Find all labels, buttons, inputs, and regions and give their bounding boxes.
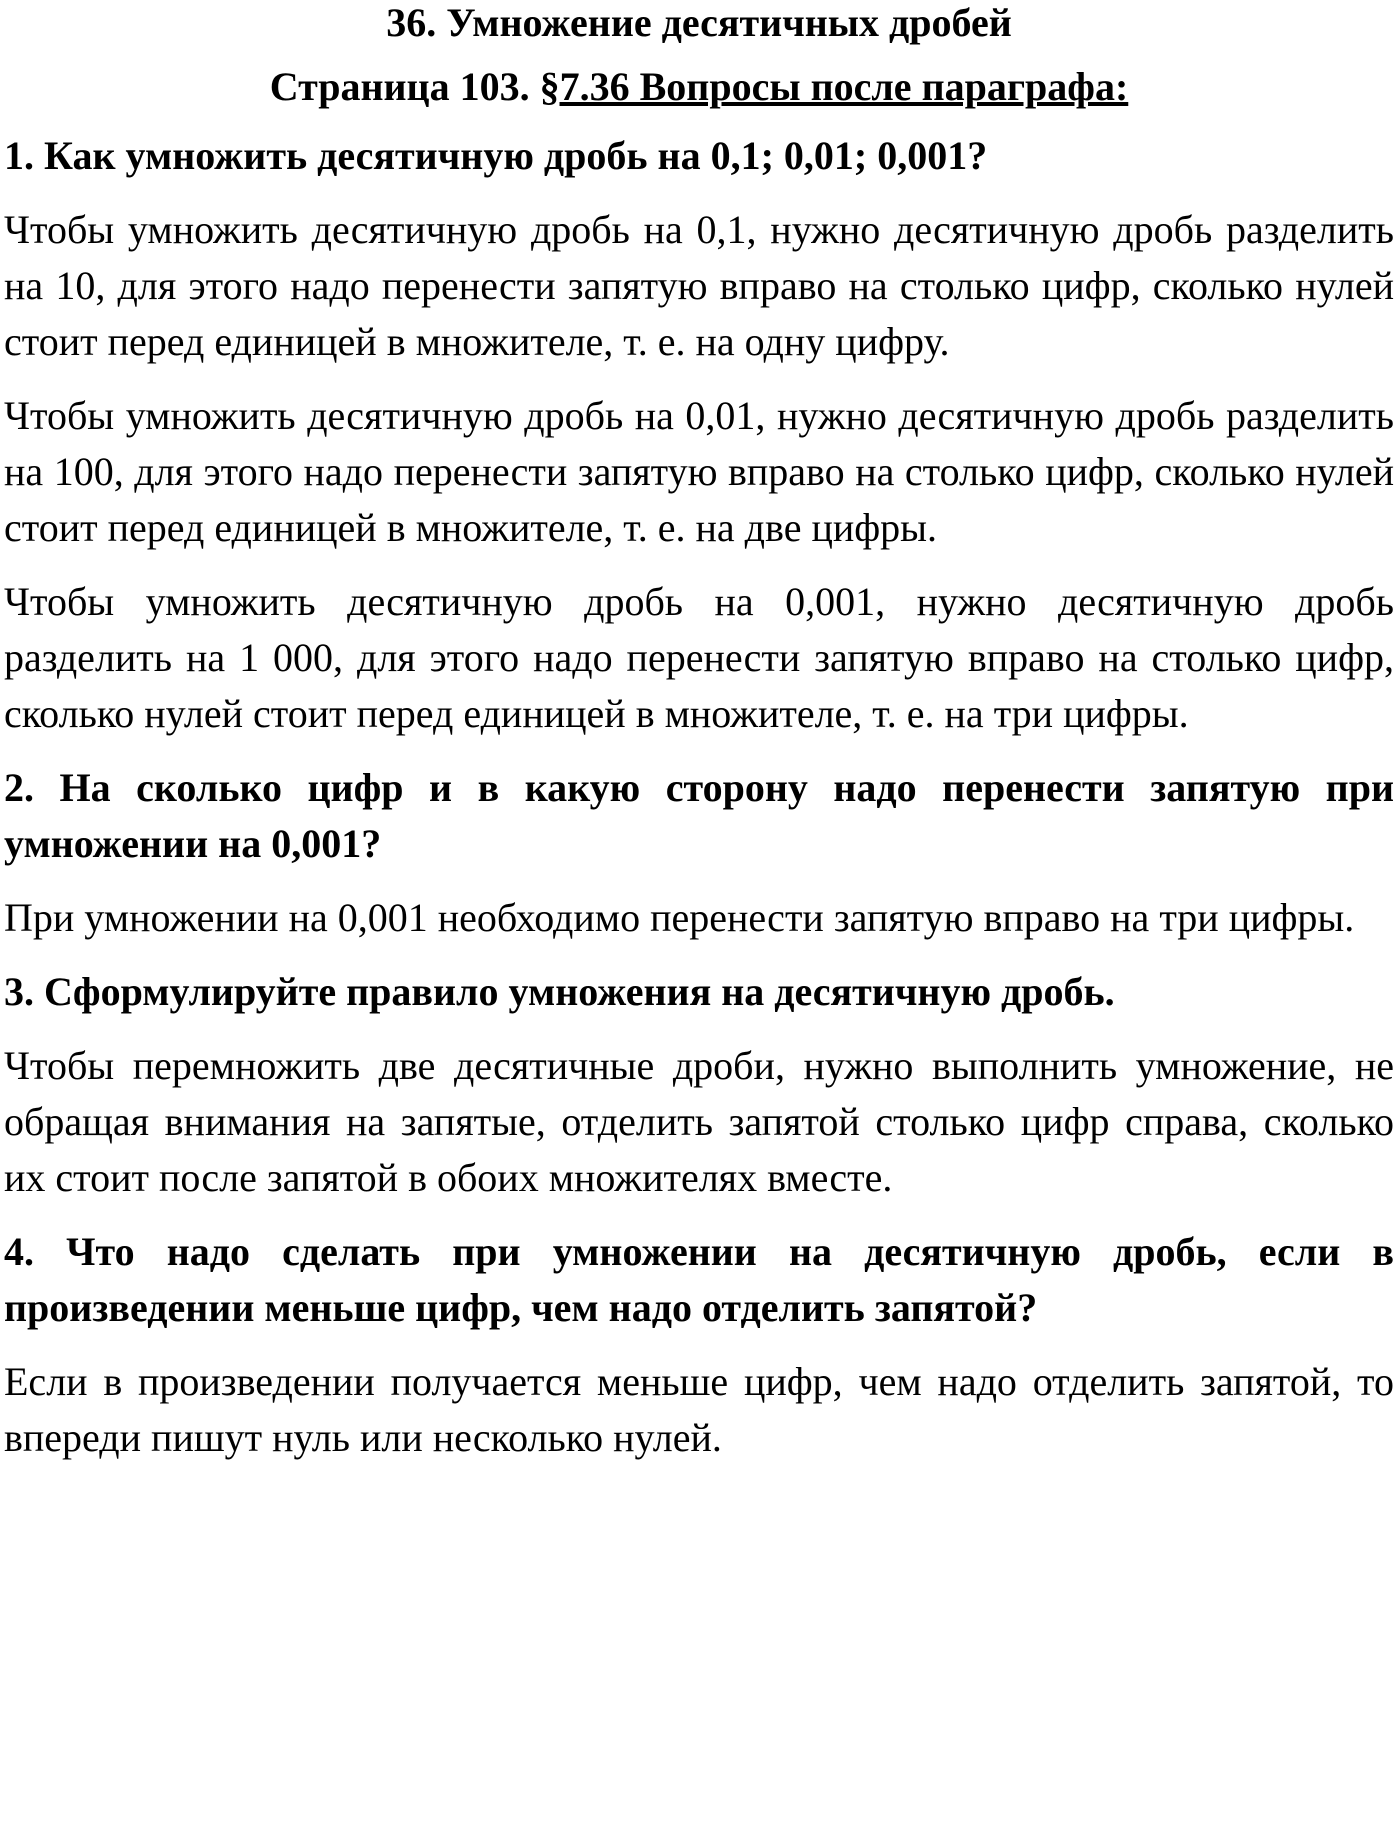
answer-1-part-1: Чтобы умножить десятичную дробь на 0,1, нужно десятичную дробь разделить на 10, для этого надо перенести запятую вправо на столько цифр, сколько нулей стоит перед единицей в множителе, т. е. на одну цифру. [4,207,1394,364]
answer-4: Если в произведении получается меньше цифр, чем надо отделить запятой, то впереди пишут нуль или несколько нулей. [4,1359,1394,1460]
answer-1-part-3: Чтобы умножить десятичную дробь на 0,001, нужно десятичную дробь разделить на 1 000, для этого надо перенести запятую вправо на столько цифр, сколько нулей стоит перед единицей в множителе, т. е. на три цифры. [4,579,1394,736]
question-4: 4. Что надо сделать при умножении на десятичную дробь, если в произведении меньше цифр, чем надо отделить запятой? [4,1229,1394,1330]
answer-3: Чтобы перемножить две десятичные дроби, нужно выполнить умножение, не обращая внимания на запятые, отделить запятой столько цифр справа, сколько их стоит после запятой в обоих множителях вместе. [4,1043,1394,1200]
question-1: 1. Как умножить десятичную дробь на 0,1; 0,01; 0,001? [4,133,988,178]
page-subtitle [4,64,1394,110]
paragraph-link[interactable]: §7.36 Вопросы после параграфа: [539,64,1129,109]
question-3: 3. Сформулируйте правило умножения на десятичную дробь. [4,969,1115,1014]
subtitle-prefix: Страница 103. [269,64,540,109]
answer-1-part-2: Чтобы умножить десятичную дробь на 0,01, нужно десятичную дробь разделить на 100, для этого надо перенести запятую вправо на столько цифр, сколько нулей стоит перед единицей в множителе, т. е. на две цифры. [4,393,1394,550]
answer-2: При умножении на 0,001 необходимо перенести запятую вправо на три цифры. [4,895,1355,940]
page-title: 36. Умножение десятичных дробей [386,0,1012,45]
question-2: 2. На сколько цифр и в какую сторону надо перенести запятую при умножении на 0,001? [4,765,1394,866]
